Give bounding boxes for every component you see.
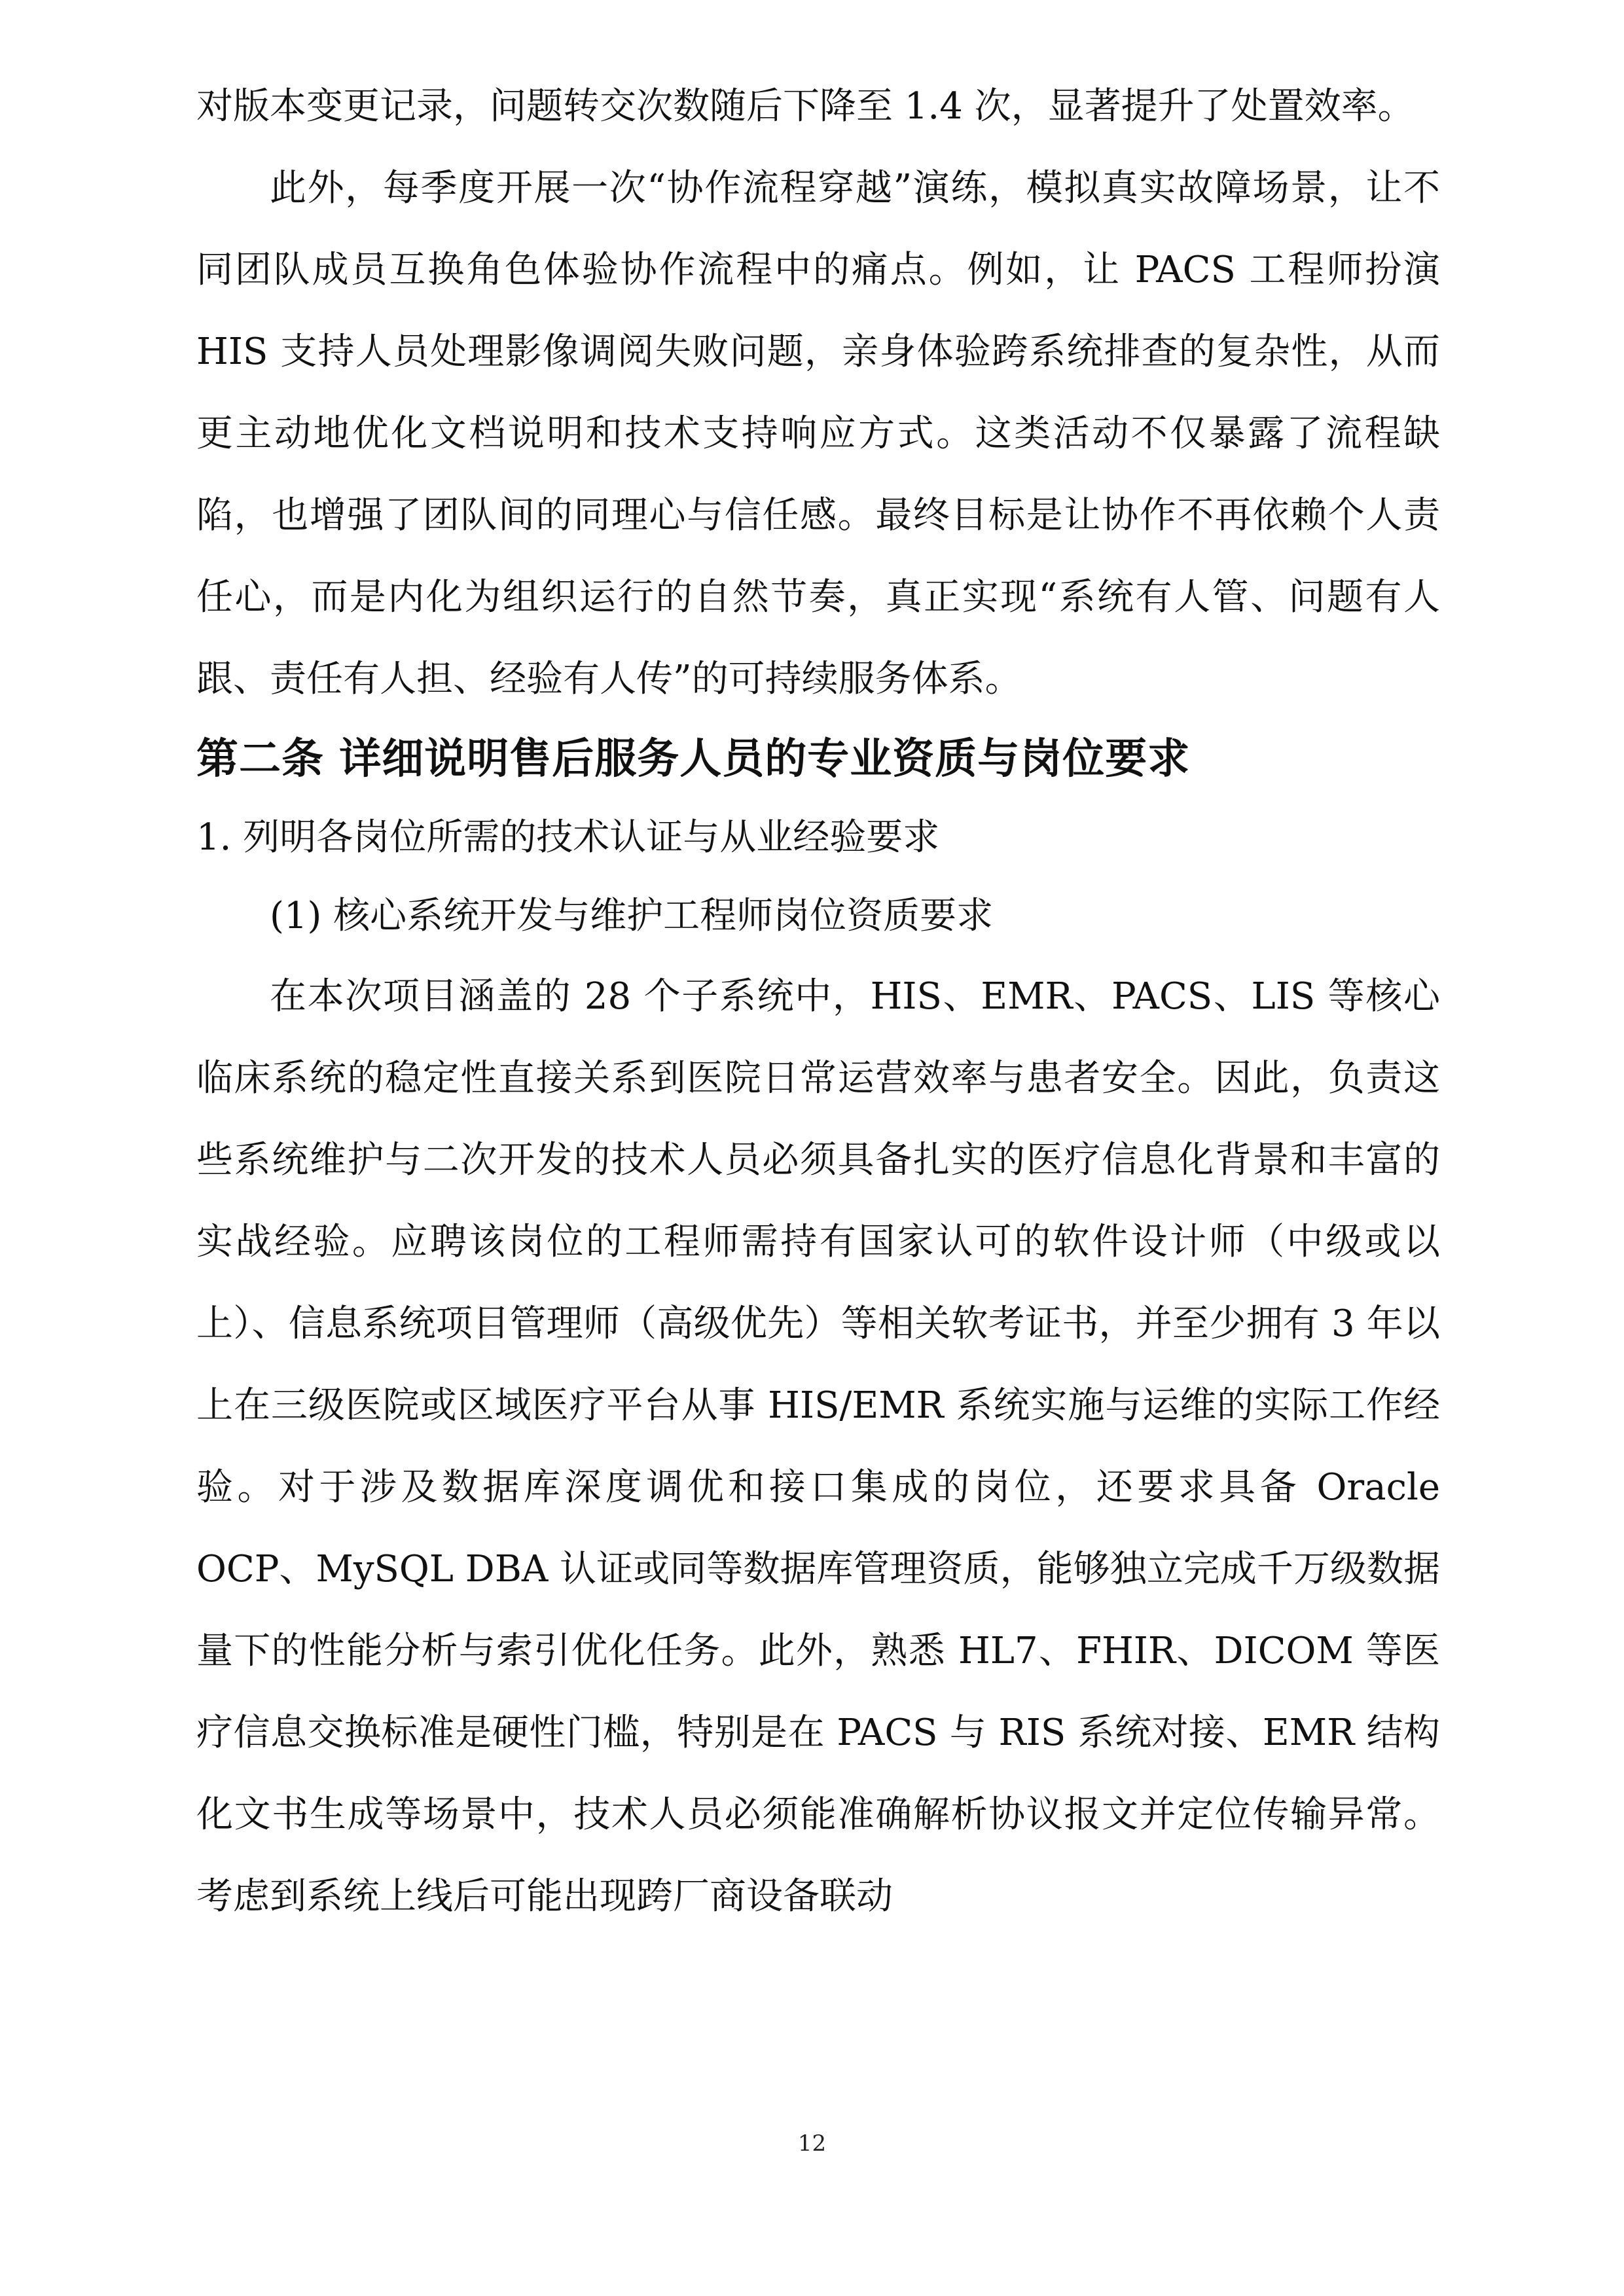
paragraph-continuation: 对版本变更记录，问题转交次数随后下降至 1.4 次，显著提升了处置效率。 (196, 85, 1415, 128)
paragraph-collaboration-drill: 此外，每季度开展一次“协作流程穿越”演练，模拟真实故障场景，让不同团队成员互换角色体验协作流程中的痛点。例如，让 PACS 工程师扮演 HIS 支持人员处理影像调阅失败问题，亲身体验跨系统排查的复杂性，从而更主动地优化文档说明和技术支持响应方式。这类活动不仅暴露了流程缺陷，也增强了团队间的同理心与信任感。最终目标是让协作不再依赖个人责任心，而是内化为组织运行的自然节奏，真正实现“系统有人管、问题有人跟、责任有人担、经验有人传”的可持续服务体系。 (196, 167, 1440, 700)
subsection-heading-1: 1. 列明各岗位所需的技术认证与从业经验要求 (196, 816, 940, 859)
document-body (196, 65, 1440, 1937)
page-number: 12 (797, 2130, 827, 2157)
paragraph-core-engineer-requirements: 在本次项目涵盖的 28 个子系统中，HIS、EMR、PACS、LIS 等核心临床系统的稳定性直接关系到医院日常运营效率与患者安全。因此，负责这些系统维护与二次开发的技术人员必须具备扎实的医疗信息化背景和丰富的实战经验。应聘该岗位的工程师需持有国家认可的软件设计师（中级或以上）、信息系统项目管理师（高级优先）等相关软考证书，并至少拥有 3 年以上在三级医院或区域医疗平台从事 HIS/EMR 系统实施与运维的实际工作经验。对于涉及数据库深度调优和接口集成的岗位，还要求具备 Oracle OCP、MySQL DBA 认证或同等数据库管理资质，能够独立完成千万级数据量下的性能分析与索引优化任务。此外，熟悉 HL7、FHIR、DICOM 等医疗信息交换标准是硬性门槛，特别是在 PACS 与 RIS 系统对接、EMR 结构化文书生成等场景中，技术人员必须能准确解析协议报文并定位传输异常。考虑到系统上线后可能出现跨厂商设备联动 (196, 975, 1440, 1918)
subsection-heading-1-1: (1) 核心系统开发与维护工程师岗位资质要求 (270, 895, 994, 937)
section-heading: 第二条 详细说明售后服务人员的专业资质与岗位要求 (196, 735, 1191, 783)
